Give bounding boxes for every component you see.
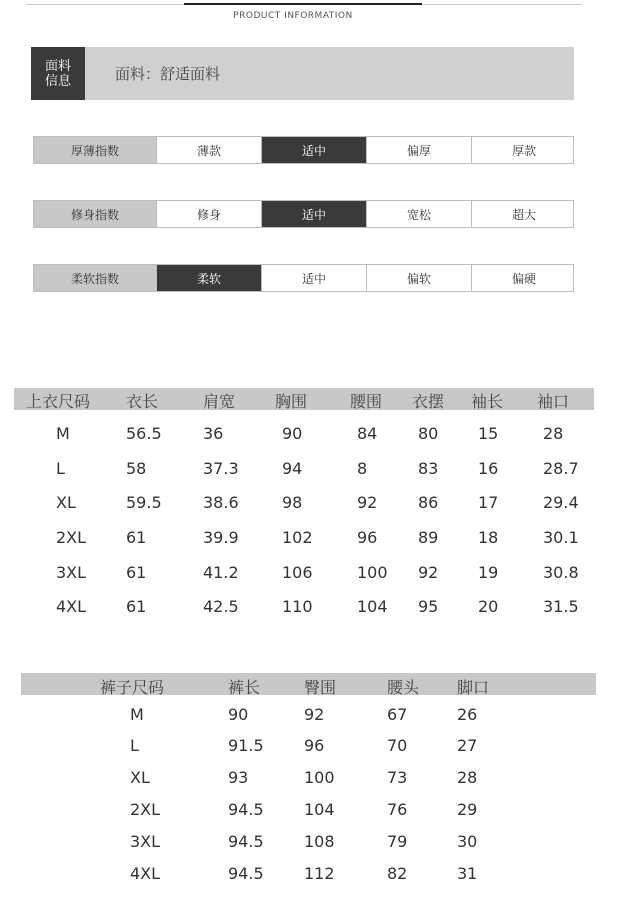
table-cell: 98 xyxy=(282,493,303,512)
table-cell: 56.5 xyxy=(126,424,162,443)
size-label: 2XL xyxy=(130,800,161,819)
table-cell: 84 xyxy=(357,424,378,443)
table-cell: 29.4 xyxy=(543,493,579,512)
table-cell: 94.5 xyxy=(228,864,264,883)
table-cell: 27 xyxy=(457,736,478,755)
size-label: 4XL xyxy=(56,597,87,616)
index-option-selected: 适中 xyxy=(261,201,366,227)
table-cell: 28 xyxy=(543,424,564,443)
table-cell: 100 xyxy=(304,768,335,787)
size-label: 3XL xyxy=(130,832,161,851)
table-cell: 16 xyxy=(478,459,499,478)
table-cell: 104 xyxy=(304,800,335,819)
fabric-tag xyxy=(31,47,85,100)
table-cell: 80 xyxy=(418,424,439,443)
table-cell: 37.3 xyxy=(203,459,239,478)
table-cell: 38.6 xyxy=(203,493,239,512)
table-cell: 96 xyxy=(357,528,378,547)
index-row xyxy=(33,200,574,228)
table-cell: 28 xyxy=(457,768,478,787)
table-cell: 83 xyxy=(418,459,439,478)
table-cell: 95 xyxy=(418,597,439,616)
table-cell: 92 xyxy=(418,563,439,582)
table-cell: 39.9 xyxy=(203,528,239,547)
index-option: 偏硬 xyxy=(471,265,576,291)
table-cell: 90 xyxy=(282,424,303,443)
table-cell: 20 xyxy=(478,597,499,616)
table-cell: 110 xyxy=(282,597,313,616)
table-cell: 18 xyxy=(478,528,499,547)
table-cell: 82 xyxy=(387,864,408,883)
table-cell: 28.7 xyxy=(543,459,579,478)
index-row xyxy=(33,136,574,164)
size-label: L xyxy=(130,736,139,755)
index-option: 偏厚 xyxy=(366,137,471,163)
table-cell: 36 xyxy=(203,424,224,443)
table-cell: 112 xyxy=(304,864,335,883)
table-cell: 8 xyxy=(357,459,368,478)
column-header: 上衣尺码 xyxy=(26,392,91,411)
index-option: 超大 xyxy=(471,201,576,227)
table-cell: 42.5 xyxy=(203,597,239,616)
table-cell: 31.5 xyxy=(543,597,579,616)
table-cell: 106 xyxy=(282,563,313,582)
table-cell: 92 xyxy=(357,493,378,512)
size-label: XL xyxy=(56,493,76,512)
table-cell: 15 xyxy=(478,424,499,443)
fabric-panel xyxy=(31,47,574,100)
size-label: XL xyxy=(130,768,150,787)
table-cell: 61 xyxy=(126,597,147,616)
index-label: 修身指数 xyxy=(34,201,156,227)
table-cell: 96 xyxy=(304,736,325,755)
table-cell: 30.8 xyxy=(543,563,579,582)
table-cell: 93 xyxy=(228,768,249,787)
table-cell: 104 xyxy=(357,597,388,616)
table-cell: 58 xyxy=(126,459,147,478)
fabric-description: 面料：舒适面料 xyxy=(115,65,221,83)
fabric-tag-label: 面料 信息 xyxy=(44,58,71,89)
index-option: 适中 xyxy=(261,265,366,291)
table-cell: 30 xyxy=(457,832,478,851)
index-row xyxy=(33,264,574,292)
table-cell: 108 xyxy=(304,832,335,851)
size-label: 4XL xyxy=(130,864,161,883)
column-header: 腰头 xyxy=(387,678,420,697)
column-header: 腰围 xyxy=(350,392,383,411)
table-cell: 92 xyxy=(304,705,325,724)
index-label: 柔软指数 xyxy=(34,265,156,291)
table-cell: 94.5 xyxy=(228,800,264,819)
table-cell: 91.5 xyxy=(228,736,264,755)
column-header: 裤子尺码 xyxy=(100,678,165,697)
size-label: M xyxy=(56,424,70,443)
table-cell: 61 xyxy=(126,528,147,547)
table-cell: 31 xyxy=(457,864,478,883)
table-cell: 29 xyxy=(457,800,478,819)
index-option-selected: 柔软 xyxy=(156,265,261,291)
table-cell: 94.5 xyxy=(228,832,264,851)
index-option-selected: 适中 xyxy=(261,137,366,163)
table-cell: 41.2 xyxy=(203,563,239,582)
section-title: PRODUCT INFORMATION xyxy=(233,11,353,21)
column-header: 裤长 xyxy=(228,678,261,697)
table-cell: 17 xyxy=(478,493,499,512)
table-cell: 79 xyxy=(387,832,408,851)
table-cell: 102 xyxy=(282,528,313,547)
table-cell: 100 xyxy=(357,563,388,582)
column-header: 衣摆 xyxy=(412,392,445,411)
table-cell: 86 xyxy=(418,493,439,512)
table-cell: 89 xyxy=(418,528,439,547)
column-header: 衣长 xyxy=(126,392,159,411)
index-label: 厚薄指数 xyxy=(34,137,156,163)
table-cell: 90 xyxy=(228,705,249,724)
size-label: 3XL xyxy=(56,563,87,582)
table-cell: 76 xyxy=(387,800,408,819)
size-label: L xyxy=(56,459,65,478)
table-cell: 70 xyxy=(387,736,408,755)
column-header: 袖口 xyxy=(537,392,570,411)
column-header: 臀围 xyxy=(304,678,337,697)
index-option: 厚款 xyxy=(471,137,576,163)
size-label: M xyxy=(130,705,144,724)
size-label: 2XL xyxy=(56,528,87,547)
table-cell: 59.5 xyxy=(126,493,162,512)
table-cell: 61 xyxy=(126,563,147,582)
index-option: 修身 xyxy=(156,201,261,227)
column-header: 脚口 xyxy=(457,678,490,697)
column-header: 肩宽 xyxy=(203,392,236,411)
table-cell: 26 xyxy=(457,705,478,724)
table-cell: 67 xyxy=(387,705,408,724)
index-option: 偏软 xyxy=(366,265,471,291)
index-option: 薄款 xyxy=(156,137,261,163)
table-cell: 94 xyxy=(282,459,303,478)
top-divider-accent xyxy=(184,3,422,5)
table-cell: 30.1 xyxy=(543,528,579,547)
table-cell: 19 xyxy=(478,563,499,582)
column-header: 胸围 xyxy=(275,392,308,411)
index-option: 宽松 xyxy=(366,201,471,227)
column-header: 袖长 xyxy=(471,392,504,411)
table-cell: 73 xyxy=(387,768,408,787)
